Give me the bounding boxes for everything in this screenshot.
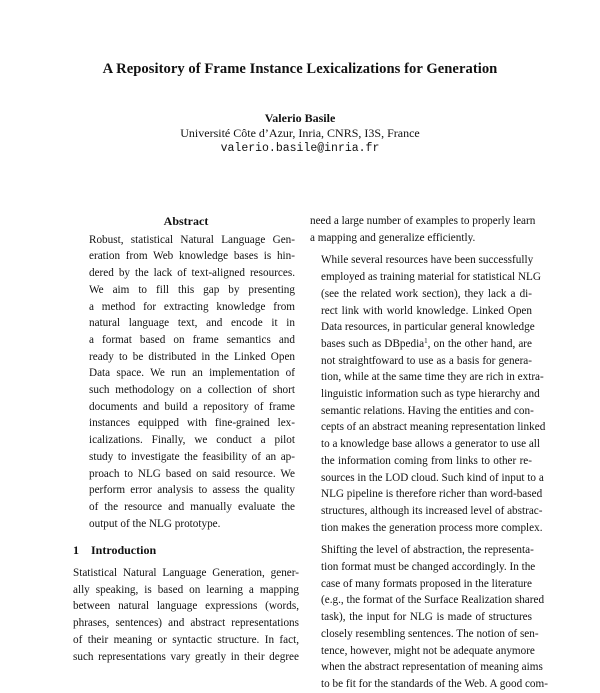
text-line: rect link with world knowledge. Linked Open	[321, 304, 532, 317]
left-column	[73, 213, 299, 665]
text-line: semantic relations. Having the entities and con-	[321, 404, 534, 417]
text-line: such representations vary greatly in their degree	[73, 650, 299, 663]
text-line: study to investigate the feasibility of an ap-	[89, 450, 295, 463]
text-line: structures, although its increased level of abstrac-	[321, 504, 543, 517]
text-line: cepts of an abstract meaning representation linked	[321, 421, 546, 434]
paper-title: A Repository of Frame Instance Lexicalizations for Generation	[102, 61, 498, 77]
text-line: tion makes the generation process more complex.	[321, 521, 543, 534]
section-heading-introduction	[73, 542, 299, 559]
paragraph-continued	[310, 213, 536, 246]
text-line: NLG pipeline is therefore richer than word-based	[321, 488, 543, 501]
text-line: ready to be distributed in the Linked Open	[89, 350, 295, 363]
text-line: bases such as DBpedia$^1$, on the other hand, are	[321, 336, 532, 350]
text-line: perform error analysis to assess the quality	[89, 484, 295, 497]
text-line: While several resources have been successfully	[321, 254, 534, 267]
abstract-body	[89, 232, 295, 533]
text-line: (see the related work section), they lack a di-	[321, 287, 532, 300]
text-line: Shifting the level of abstraction, the representa-	[321, 544, 534, 557]
text-line: a method for extracting knowledge from	[89, 300, 295, 313]
text-line: (e.g., the format of the Surface Realization shared	[321, 594, 545, 607]
text-line: to be fit for the standards of the Web. A good com-	[321, 677, 548, 690]
text-line: when the abstract representation of meaning aims	[321, 661, 543, 674]
text-line: We aim to fill this gap by presenting	[89, 283, 295, 296]
text-line: tion, while at the same time they are rich in extra-	[321, 371, 544, 384]
text-line: to a knowledge base allows a generator to use all	[321, 438, 541, 451]
text-line: icalizations. Finally, we conduct a pilot	[89, 434, 295, 447]
text-line: of their meaning or syntactic structure. In fact,	[73, 633, 299, 646]
text-line: Robust, statistical Natural Language Gen-	[89, 233, 295, 246]
text-line: natural language text, and encode it in	[89, 317, 295, 330]
text-line: Data space. We run an implementation of	[89, 367, 295, 380]
text-line: between natural language expressions (words,	[73, 600, 299, 613]
section-number: 1	[73, 543, 79, 558]
text-line: tence, however, might not be adequate anymore	[321, 644, 535, 657]
footnote-mark[interactable]: 1	[424, 336, 428, 345]
text-line: Data resources, in particular general knowledge	[321, 321, 535, 334]
right-column	[310, 213, 548, 693]
author-affiliation: Université Côte d’Azur, Inria, CNRS, I3S, France	[180, 126, 420, 140]
abstract-heading: Abstract	[163, 214, 209, 228]
author-email[interactable]: valerio.basile@inria.fr	[220, 142, 380, 155]
text-line: a format based on frame semantics and	[89, 333, 295, 346]
text-line: task), the input for NLG is made of structures	[321, 611, 532, 624]
text-line: employed as training material for statistical NLG	[321, 271, 541, 284]
section-title: Introduction	[91, 543, 157, 558]
text-line: documents and build a repository of frame	[89, 400, 295, 413]
text-line: ally speaking, is based on learning a mapping	[73, 583, 299, 596]
intro-paragraph	[73, 565, 299, 665]
text-line: the information coming from links to other re-	[321, 454, 532, 467]
text-line: case of many formats proposed in the literature	[321, 577, 532, 590]
text-line: closely resembling sentences. The notion of sen-	[321, 627, 539, 640]
text-line: of the resource and manually evaluate the	[89, 500, 295, 513]
paragraph-abstraction	[310, 542, 548, 692]
text-line: instances equipped with fine-grained lex-	[89, 417, 295, 430]
text-line: sources in the LOD cloud. Such kind of input to a	[321, 471, 544, 484]
author-block	[0, 111, 600, 156]
text-line: eration from Web knowledge bases is hin-	[89, 250, 295, 263]
paragraph-resources	[310, 252, 546, 536]
text-line: phrases, sentences) and abstract representations	[73, 617, 299, 630]
text-line: a mapping and generalize efficiently.	[310, 231, 476, 244]
text-line: need a large number of examples to properly learn	[310, 215, 536, 227]
text-line: such methodology on a collection of short	[89, 384, 295, 397]
text-line: linguistic information such as type hierarchy and	[321, 388, 540, 401]
text-line: output of the NLG prototype.	[89, 517, 221, 530]
text-line: proach to NLG based on said resource. We	[89, 467, 295, 480]
text-line: dered by the lack of text-aligned resources.	[89, 267, 295, 280]
text-line: tion format must be changed accordingly. In the	[321, 561, 536, 574]
author-name: Valerio Basile	[264, 111, 336, 125]
text-line: Statistical Natural Language Generation, gener-	[73, 567, 299, 580]
text-line: not straightfoward to use as a basis for genera-	[321, 354, 532, 367]
